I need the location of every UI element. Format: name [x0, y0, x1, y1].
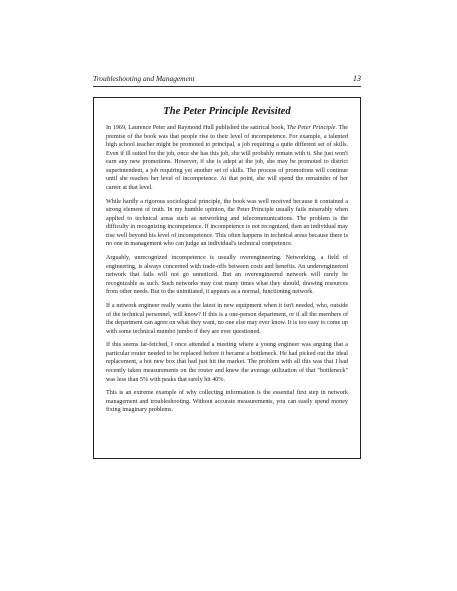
page-number: 13	[353, 74, 361, 83]
sidebar-paragraph-4: If a network engineer really wants the latest in new equipment when it isn't needed, who, outside of the technical personnel, will know? If this is a one-person department, or if all the members of the department can agree on what they want, no one else may ever know. It is too easy to come up with some technical mumbo jumbo if they are ever questioned.	[106, 302, 348, 335]
sidebar-paragraph-6: This is an extreme example of why collecting information is the essential first step in network management and troubleshooting. Without accurate measurements, you can easily spend money fixing imaginary problems.	[106, 390, 348, 414]
sidebar-paragraph-3: Arguably, unrecognized incompetence is usually overengineering. Networking, a field of engineering, is always concerned with trade-offs between costs and benefits. An underengineered network that fails will not go unnoticed. But an overengineered network will rarely be recognizable as such. Such networks may cost many times what they should, drawing resources from other needs. But to the uninitiated, it appears as a normal, functioning network.	[106, 255, 348, 296]
running-header-section-title: Troubleshooting and Management	[93, 74, 195, 83]
sidebar-paragraph-5: If this seems far-fetched, I once attended a meeting where a young engineer was arguing that a particular router needed to be replaced before it became a bottleneck. He had picked out the ideal replacement, a hot new box that had just hit the market. The problem with all this was that I had recently taken measurements on the router and knew the average utilization of that "bottleneck" was less than 5% with peaks that rarely hit 40%.	[106, 342, 348, 383]
sidebar-title: The Peter Principle Revisited	[163, 106, 291, 117]
running-header	[93, 74, 361, 86]
sidebar-box	[93, 97, 361, 459]
sidebar-paragraph-1	[106, 124, 348, 192]
sidebar-paragraph-2: While hardly a rigorous sociological principle, the book was well received because it contained a strong element of truth. In my humble opinion, the Peter Principle usually fails miserably when applied to technical areas such as networking and telecommunications. The problem is the difficulty in recognizing incompetence. If incompetence is not recognized, then an individual may rise well beyond his level of incompetence. This often happens in technical areas because there is no one in management who can judge an individual's technical competence.	[106, 198, 348, 248]
paragraph-1-text-end: . The premise of the book was that people rise to their level of incompetence. For example, a talented high school teacher might be promoted to principal, a job requiring a quite different set of skills. Even if ill suited for the job, once she has this job, she will probably remain with it. She just won't earn any new promotions. However, if she is adept at the job, she may be promoted to district superintendent, a job requiring yet another set of skills. The process of promotions will continue until she reaches her level of incompetence. At that point, she will spend the remainder of her career at that level.	[106, 125, 348, 191]
paragraph-1-text-start: In 1969, Laurence Peter and Raymond Hull published the satirical book,	[106, 125, 287, 131]
header-rule	[93, 86, 361, 87]
book-title-italic: The Peter Principle	[286, 125, 336, 131]
